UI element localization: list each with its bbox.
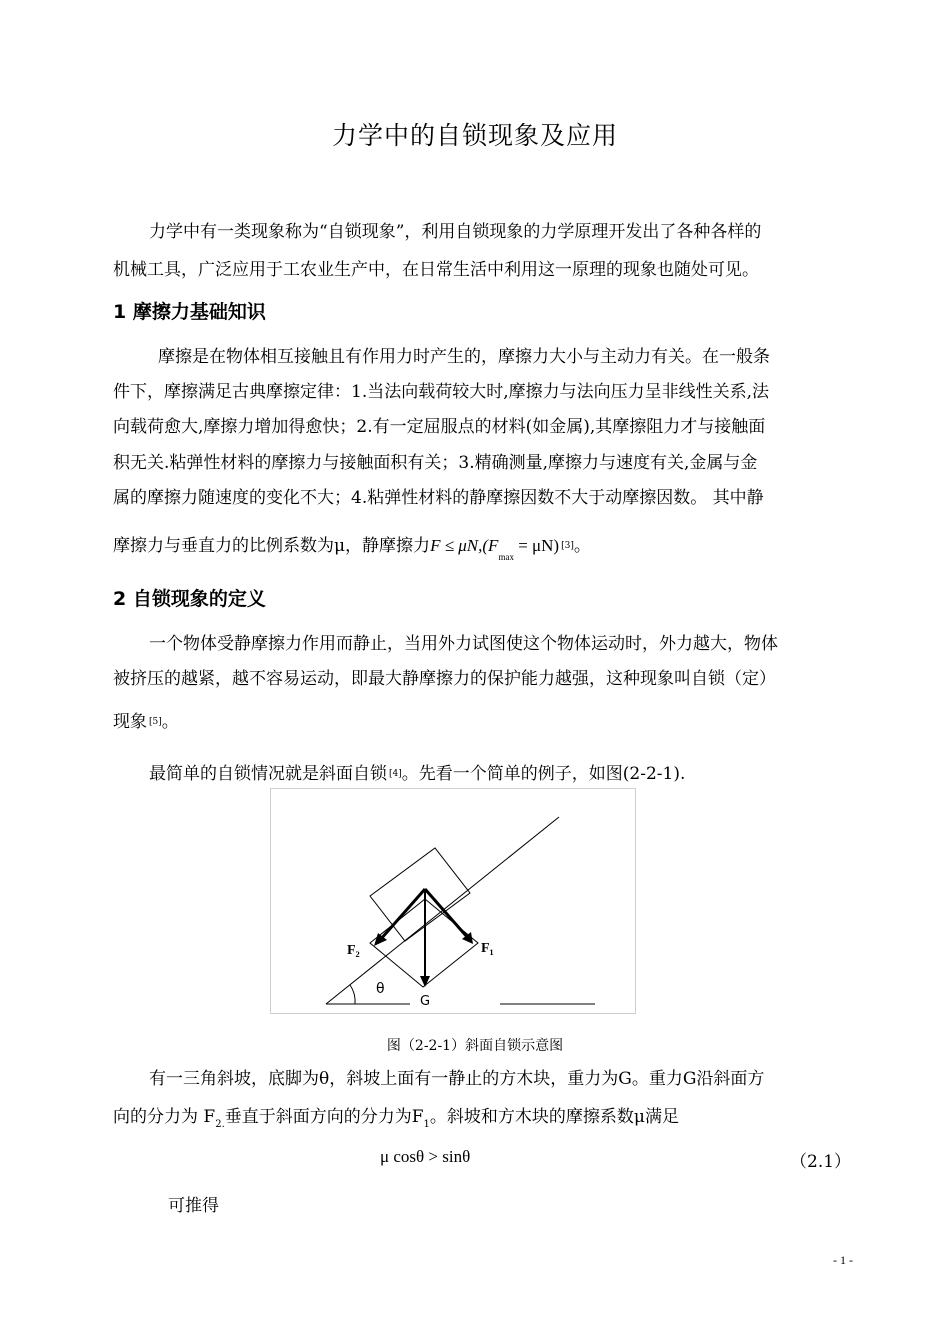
s1-line-6 — [113, 530, 859, 573]
s2-line-1: 一个物体受静摩擦力作用而静止，当用外力试图使这个物体运动时，外力越大，物体 — [149, 634, 778, 654]
s1-line-3: 向载荷愈大,摩擦力增加得愈快；2.有一定屈服点的材料(如金属),其摩擦阻力才与接触面 — [113, 417, 766, 437]
s2-line-3-end: 。 — [161, 712, 179, 732]
reference-5: [5] — [149, 717, 162, 727]
equation-2-1: μ cosθ > sinθ — [380, 1147, 471, 1166]
s1-line-2: 件下，摩擦满足古典摩擦定律：1.当法向载荷较大时,摩擦力与法向压力呈非线性关系,法 — [113, 382, 770, 402]
example-line — [113, 758, 859, 790]
f1-label: F₁ — [481, 941, 494, 956]
page-number: - 1 - — [833, 1253, 853, 1267]
example-text: 最简单的自锁情况就是斜面自锁 — [149, 764, 387, 784]
desc-line-1: 有一三角斜坡，底脚为θ，斜坡上面有一静止的方木块，重力为G。重力G沿斜面方 — [149, 1069, 765, 1089]
g-label: G — [420, 994, 431, 1009]
figure-caption: 图（2-2-1）斜面自锁示意图 — [386, 1038, 564, 1054]
section-2-heading: 2 自锁现象的定义 — [113, 588, 266, 610]
desc-sub-f1: 1 — [423, 1119, 430, 1130]
friction-formula: F ≤ μN,(F — [430, 536, 499, 555]
s1-line-5: 属的摩擦力随速度的变化不大；4.粘弹性材料的静摩擦因数不大于动摩擦因数。 其中静 — [113, 488, 764, 508]
s1-line-1: 摩擦是在物体相互接触且有作用力时产生的，摩擦力大小与主动力有关。在一般条 — [158, 347, 770, 367]
incline-diagram — [270, 788, 636, 1014]
f1-arrow — [425, 889, 468, 938]
s2-line-3 — [113, 706, 859, 738]
desc-line-2-b: 垂直于斜面方向的分力为F — [224, 1107, 424, 1127]
desc-sub-f2: 2. — [215, 1119, 225, 1130]
desc-line-2-c: 。斜坡和方木块的摩擦系数μ满足 — [429, 1107, 679, 1127]
section-1-heading: 1 摩擦力基础知识 — [113, 301, 266, 323]
equation-number: （2.1） — [790, 1152, 852, 1172]
intro-line-1: 力学中有一类现象称为“自锁现象”，利用自锁现象的力学原理开发出了各种各样的 — [149, 222, 762, 242]
f2-label: F₂ — [347, 943, 360, 958]
s2-line-2: 被挤压的越紧，越不容易运动，即最大静摩擦力的保护能力越强，这种现象叫自锁（定） — [113, 669, 776, 689]
desc-line-2-a: 向的分力为 F — [113, 1107, 216, 1127]
reference-4: [4] — [389, 769, 402, 779]
s1-line-4: 积无关.粘弹性材料的摩擦力与接触面积有关；3.精确测量,摩擦力与速度有关,金属与金 — [113, 453, 758, 473]
angle-arc — [350, 985, 355, 1004]
s2-line-3-text: 现象 — [113, 712, 147, 732]
page-title: 力学中的自锁现象及应用 — [331, 121, 618, 150]
s1-line-6-text: 摩擦力与垂直力的比例系数为μ，静摩擦力 — [113, 536, 431, 556]
intro-line-2: 机械工具，广泛应用于工农业生产中，在日常生活中利用这一原理的现象也随处可见。 — [113, 260, 759, 280]
s1-line-6-end: 。 — [573, 536, 591, 556]
formula-tail: = μN) — [513, 536, 560, 555]
f2-arrow — [380, 889, 425, 940]
formula-subscript-max: max — [498, 552, 514, 562]
reference-3: [3] — [561, 541, 574, 551]
theta-label: θ — [376, 981, 385, 997]
example-tail: 。先看一个简单的例子，如图(2-2-1). — [401, 764, 686, 784]
desc-line-2 — [113, 1101, 859, 1141]
conclusion-text: 可推得 — [168, 1196, 219, 1216]
